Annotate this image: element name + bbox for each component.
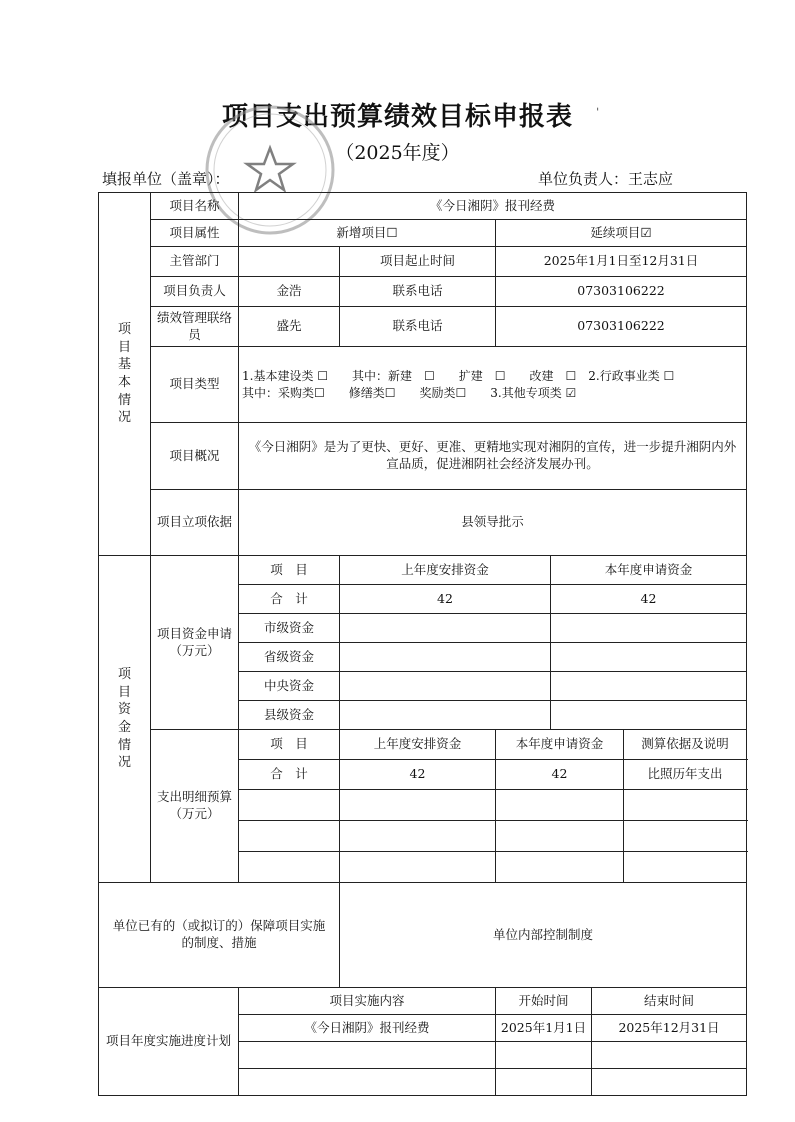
scan-mark: ˈ	[596, 106, 600, 120]
plan-empty-cell	[239, 1042, 496, 1069]
plan-label: 项目年度实施进度计划	[99, 988, 239, 1096]
page-subtitle: （2025年度）	[335, 142, 460, 164]
plan-content: 《今日湘阴》报刊经费	[239, 1015, 496, 1042]
phone2-label: 联系电话	[340, 307, 496, 347]
project-name-label: 项目名称	[151, 193, 239, 220]
period-label: 项目起止时间	[340, 247, 496, 277]
project-type-options	[239, 347, 747, 423]
project-name-value: 《今日湘阴》报刊经费	[239, 193, 747, 220]
detail-empty-cell	[496, 821, 624, 852]
detail-empty-cell	[340, 852, 496, 883]
detail-empty-cell	[239, 852, 340, 883]
fill-unit-label: 填报单位（盖章）：	[102, 170, 230, 188]
plan-empty-cell	[239, 1069, 496, 1096]
plan-col-end: 结束时间	[592, 988, 747, 1015]
detail-empty-cell	[624, 852, 747, 883]
detail-col-last: 上年度安排资金	[340, 730, 496, 760]
plan-start: 2025年1月1日	[496, 1015, 592, 1042]
detail-col-this: 本年度申请资金	[496, 730, 624, 760]
funds-section-label: 项 目 资 金 情 况	[99, 556, 151, 883]
fund-row-last	[340, 701, 551, 730]
project-type-line1: 1.基本建设类 ☐ 其中：新建 ☐ 扩建 ☐ 改建 ☐ 2.行政事业类 ☐	[242, 369, 675, 384]
plan-empty-cell	[592, 1069, 747, 1096]
liaison-label: 绩效管理联络员	[151, 307, 239, 347]
detail-empty-cell	[239, 821, 340, 852]
attr-continue-option: 延续项目☑	[496, 220, 747, 247]
detail-empty-cell	[340, 790, 496, 821]
overview-value: 《今日湘阴》是为了更快、更好、更准、更精地实现对湘阴的宣传，进一步提升湘阴内外宣品质，促进湘阴社会经济发展办刊。	[239, 423, 747, 490]
fund-col-item: 项 目	[239, 556, 340, 585]
fund-row-last	[340, 672, 551, 701]
fund-apply-label: 项目资金申请（万元）	[151, 556, 239, 730]
plan-end: 2025年12月31日	[592, 1015, 747, 1042]
detail-empty-cell	[340, 821, 496, 852]
detail-empty-cell	[496, 852, 624, 883]
detail-budget-label: 支出明细预算（万元）	[151, 730, 239, 883]
guarantee-label: 单位已有的（或拟订的）保障项目实施的制度、措施	[99, 883, 340, 988]
fund-row-name: 中央资金	[239, 672, 340, 701]
fund-col-this: 本年度申请资金	[551, 556, 747, 585]
basic-section-label: 项 目 基 本 情 况	[99, 193, 151, 556]
leader-label: 项目负责人	[151, 277, 239, 307]
detail-empty-cell	[239, 790, 340, 821]
dept-label: 主管部门	[151, 247, 239, 277]
fund-row-last	[340, 614, 551, 643]
fund-row-name: 县级资金	[239, 701, 340, 730]
fund-row-this	[551, 643, 747, 672]
basis-value: 县领导批示	[239, 490, 747, 556]
overview-label: 项目概况	[151, 423, 239, 490]
plan-col-start: 开始时间	[496, 988, 592, 1015]
fund-row-name: 合 计	[239, 585, 340, 614]
fund-row-name: 省级资金	[239, 643, 340, 672]
guarantee-value: 单位内部控制制度	[340, 883, 747, 988]
page-title: 项目支出预算绩效目标申报表	[221, 102, 573, 132]
detail-empty-cell	[496, 790, 624, 821]
fund-row-last: 42	[340, 585, 551, 614]
budget-target-form	[98, 192, 747, 1096]
dept-value	[239, 247, 340, 277]
detail-empty-cell	[624, 790, 747, 821]
basis-label: 项目立项依据	[151, 490, 239, 556]
phone-value: 07303106222	[496, 277, 747, 307]
fund-row-name: 市级资金	[239, 614, 340, 643]
plan-empty-cell	[496, 1069, 592, 1096]
fund-col-last: 上年度安排资金	[340, 556, 551, 585]
plan-col-content: 项目实施内容	[239, 988, 496, 1015]
fund-row-last	[340, 643, 551, 672]
plan-empty-cell	[592, 1042, 747, 1069]
fund-row-this	[551, 701, 747, 730]
unit-responsible: 单位负责人：王志应	[538, 170, 674, 188]
project-type-line2: 其中：采购类☐ 修缮类☐ 奖励类☐ 3.其他专项类 ☑	[242, 385, 577, 400]
phone2-value: 07303106222	[496, 307, 747, 347]
detail-col-basis: 测算依据及说明	[624, 730, 747, 760]
fund-row-this	[551, 672, 747, 701]
project-attr-label: 项目属性	[151, 220, 239, 247]
detail-col-item: 项 目	[239, 730, 340, 760]
plan-empty-cell	[496, 1042, 592, 1069]
detail-total-name: 合 计	[239, 760, 340, 790]
fund-row-this: 42	[551, 585, 747, 614]
detail-total-this: 42	[496, 760, 624, 790]
detail-total-basis: 比照历年支出	[624, 760, 747, 790]
period-value: 2025年1月1日至12月31日	[496, 247, 747, 277]
detail-empty-cell	[624, 821, 747, 852]
fund-row-this	[551, 614, 747, 643]
phone-label: 联系电话	[340, 277, 496, 307]
detail-total-last: 42	[340, 760, 496, 790]
liaison-value: 盛先	[239, 307, 340, 347]
leader-value: 金浩	[239, 277, 340, 307]
attr-new-option: 新增项目☐	[239, 220, 496, 247]
project-type-label: 项目类型	[151, 347, 239, 423]
